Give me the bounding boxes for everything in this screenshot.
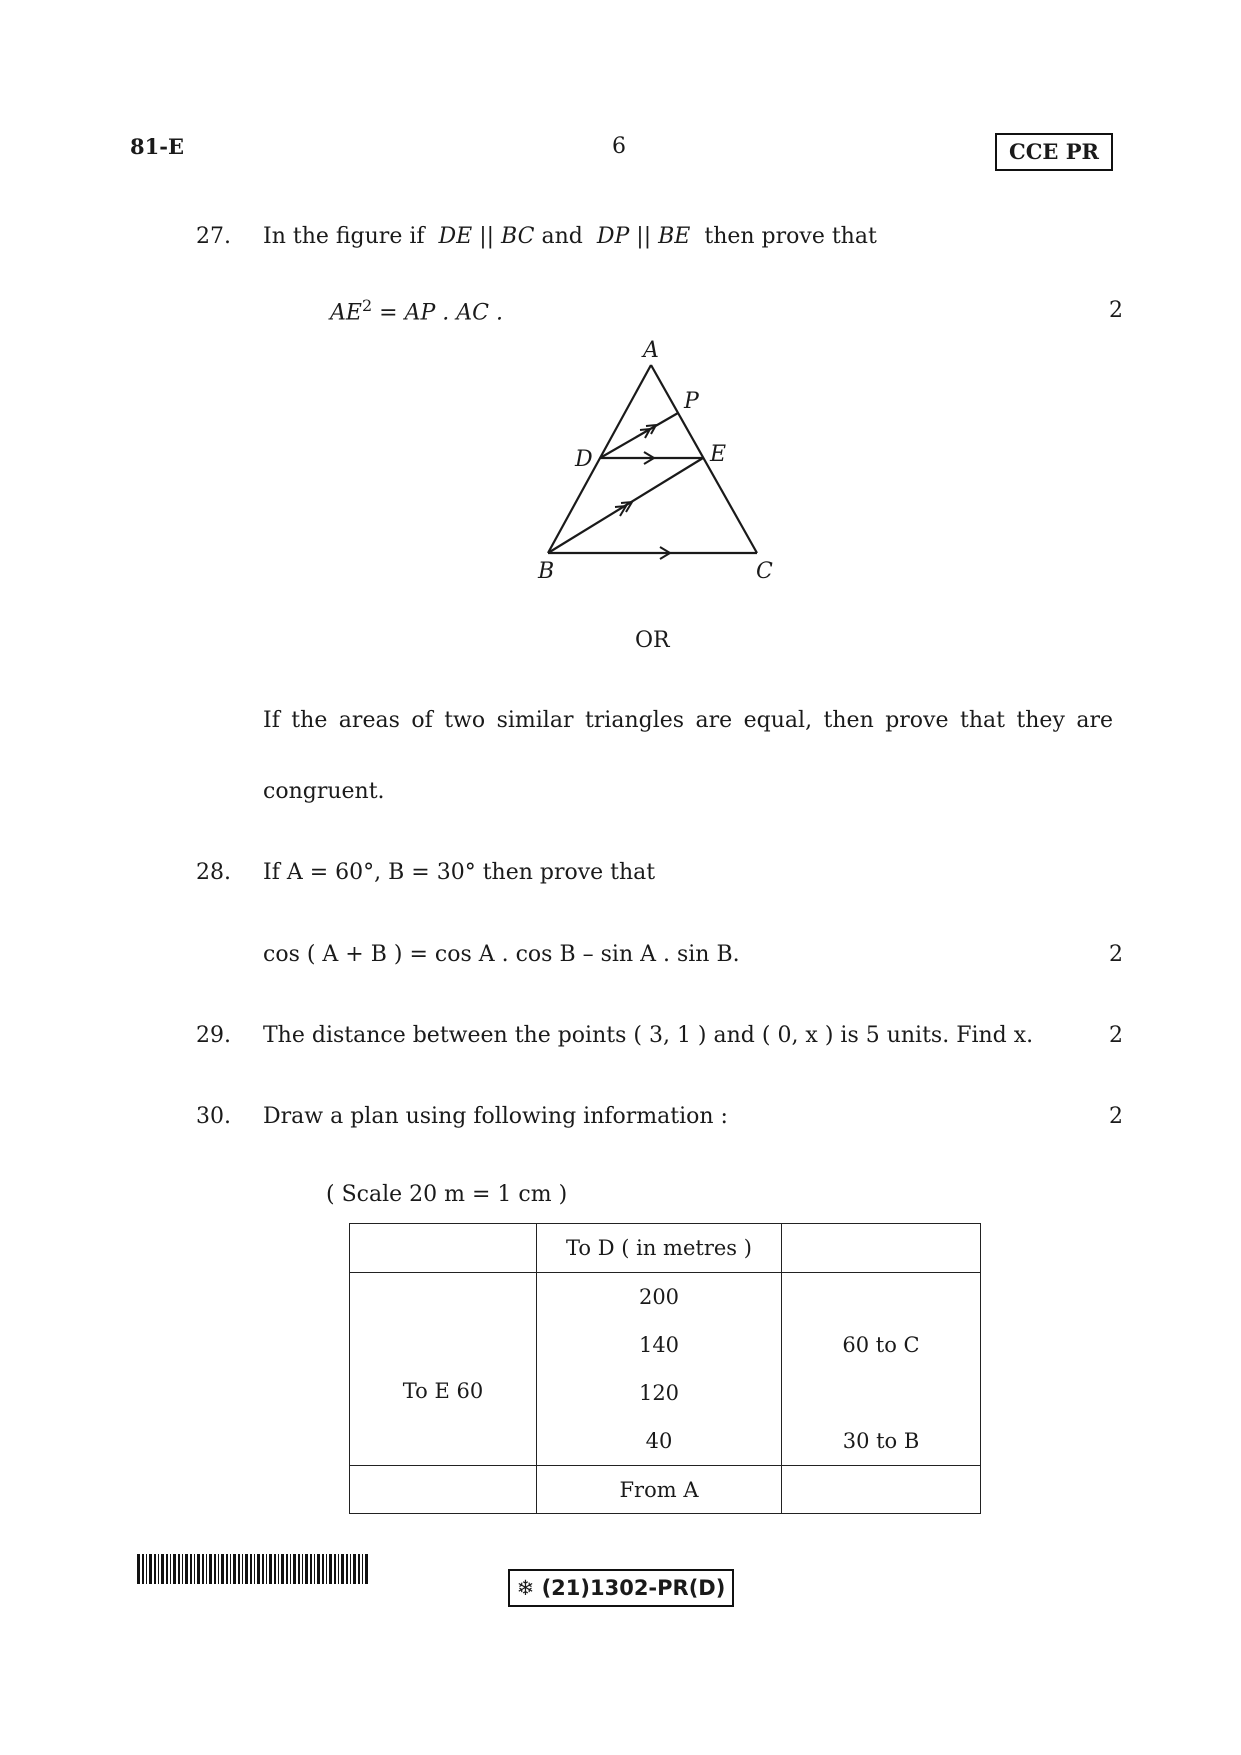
barcode-bar (293, 1554, 296, 1584)
page-number: 6 (612, 134, 626, 159)
q27-alt-line1: If the areas of two similar triangles are equal, then prove that they are (263, 708, 1113, 733)
table-spacer (782, 1273, 980, 1321)
barcode-bar (182, 1554, 183, 1584)
barcode-bar (242, 1554, 243, 1584)
q27-eq-exp: 2 (361, 296, 373, 315)
q27-eq-rhs: = AP . AC . (379, 300, 503, 326)
q30-number: 30. (196, 1104, 231, 1129)
q28-marks: 2 (1109, 942, 1123, 967)
barcode-bar (302, 1554, 303, 1584)
table-middle-column (537, 1273, 782, 1466)
barcode-bar (170, 1554, 171, 1584)
barcode-bar (257, 1554, 260, 1584)
barcode-bar (202, 1554, 204, 1584)
q27-de: DE (438, 224, 473, 249)
barcode-bar (262, 1554, 264, 1584)
barcode-bar (218, 1554, 219, 1584)
barcode-bar (146, 1554, 147, 1584)
table-spacer (782, 1369, 980, 1417)
table-cell (350, 1466, 537, 1514)
table-right-column (782, 1273, 981, 1466)
barcode-bar (365, 1554, 368, 1584)
barcode-bar (161, 1554, 164, 1584)
table-body-row (350, 1273, 981, 1466)
barcode-bar (142, 1554, 144, 1584)
q28-number: 28. (196, 860, 231, 885)
q27-parallel-1: || (479, 224, 495, 249)
barcode-bar (346, 1554, 348, 1584)
plan-table (349, 1223, 981, 1514)
barcode-bar (178, 1554, 180, 1584)
barcode-bar (149, 1554, 152, 1584)
table-footer: From A (537, 1466, 782, 1514)
barcode-bar (250, 1554, 252, 1584)
q27-be: BE (658, 224, 691, 249)
q27-eq-lhs: AE (330, 300, 362, 326)
table-left: To E 60 (402, 1379, 484, 1403)
barcode-bar (206, 1554, 207, 1584)
q29-number: 29. (196, 1023, 231, 1048)
barcode-bar (233, 1554, 236, 1584)
barcode-bar (298, 1554, 300, 1584)
table-cell (350, 1224, 537, 1273)
table-cell (782, 1224, 981, 1273)
table-header: To D ( in metres ) (537, 1224, 782, 1273)
q27-number: 27. (196, 224, 231, 249)
label-p: P (684, 389, 699, 414)
label-a: A (643, 338, 659, 363)
table-cell (350, 1273, 537, 1466)
barcode-bar (278, 1554, 279, 1584)
barcode-bar (137, 1554, 140, 1584)
paper-code: 81-E (130, 134, 184, 159)
middle-value: 200 (638, 1285, 680, 1309)
barcode-bar (194, 1554, 195, 1584)
barcode-bar (350, 1554, 351, 1584)
label-c: C (756, 559, 773, 584)
barcode-bar (334, 1554, 336, 1584)
cce-pr-box: CCE PR (995, 133, 1113, 171)
middle-value: 140 (638, 1333, 680, 1357)
barcode-bar (274, 1554, 276, 1584)
label-d: D (575, 447, 593, 472)
barcode-bar (266, 1554, 267, 1584)
barcode-bar (353, 1554, 356, 1584)
table-cell (782, 1466, 981, 1514)
q27-and: and (541, 224, 583, 249)
table-right-1: 60 to C (842, 1333, 920, 1357)
barcode-bar (166, 1554, 168, 1584)
q27-then: then prove that (704, 224, 877, 249)
barcode-bar (173, 1554, 176, 1584)
q27-bc: BC (501, 224, 535, 249)
barcode-bar (197, 1554, 200, 1584)
q28-identity: cos ( A + B ) = cos A . cos B – sin A . sin B. (263, 942, 740, 967)
barcode-bar (326, 1554, 327, 1584)
q27-parallel-2: || (636, 224, 652, 249)
barcode-bar (362, 1554, 363, 1584)
q30-marks: 2 (1109, 1104, 1123, 1129)
q29-text: The distance between the points ( 3, 1 ) and ( 0, x ) is 5 units. Find x. (263, 1023, 1034, 1048)
triangle-figure (520, 335, 790, 585)
q30-text: Draw a plan using following information : (263, 1104, 728, 1129)
barcode-bar (341, 1554, 344, 1584)
barcode-bar (310, 1554, 312, 1584)
label-e: E (710, 442, 727, 467)
barcode-bar (209, 1554, 212, 1584)
barcode-bar (238, 1554, 240, 1584)
barcode-bar (158, 1554, 159, 1584)
footer-code: ❄ (21)1302-PR(D) (508, 1569, 734, 1607)
table-right-2: 30 to B (842, 1429, 920, 1453)
q30-scale: ( Scale 20 m = 1 cm ) (326, 1182, 568, 1207)
middle-value: 40 (645, 1429, 673, 1453)
barcode-bar (245, 1554, 248, 1584)
barcode-bar (185, 1554, 188, 1584)
barcode-bar (226, 1554, 228, 1584)
barcode-bar (281, 1554, 284, 1584)
barcode-bar (286, 1554, 288, 1584)
barcode-bar (290, 1554, 291, 1584)
q27-equation (330, 296, 503, 325)
barcode-bar (269, 1554, 272, 1584)
barcode (137, 1554, 369, 1584)
barcode-bar (322, 1554, 324, 1584)
middle-value: 120 (638, 1381, 680, 1405)
q27-dp: DP (596, 224, 630, 249)
q29-marks: 2 (1109, 1023, 1123, 1048)
q27-if: In the figure if (263, 224, 425, 249)
q27-marks: 2 (1109, 298, 1123, 323)
label-b: B (538, 559, 555, 584)
barcode-bar (154, 1554, 156, 1584)
barcode-bar (305, 1554, 308, 1584)
q27-alt-line2: congruent. (263, 779, 385, 804)
barcode-bar (230, 1554, 231, 1584)
barcode-bar (221, 1554, 224, 1584)
barcode-bar (190, 1554, 192, 1584)
q28-condition: If A = 60°, B = 30° then prove that (263, 860, 656, 885)
barcode-bar (338, 1554, 339, 1584)
barcode-bar (214, 1554, 216, 1584)
table-footer-row (350, 1466, 981, 1514)
or-divider: OR (635, 628, 670, 653)
barcode-bar (317, 1554, 320, 1584)
barcode-bar (358, 1554, 360, 1584)
barcode-bar (314, 1554, 315, 1584)
q27-text (263, 224, 877, 249)
barcode-bar (329, 1554, 332, 1584)
barcode-bar (254, 1554, 255, 1584)
table-header-row (350, 1224, 981, 1273)
